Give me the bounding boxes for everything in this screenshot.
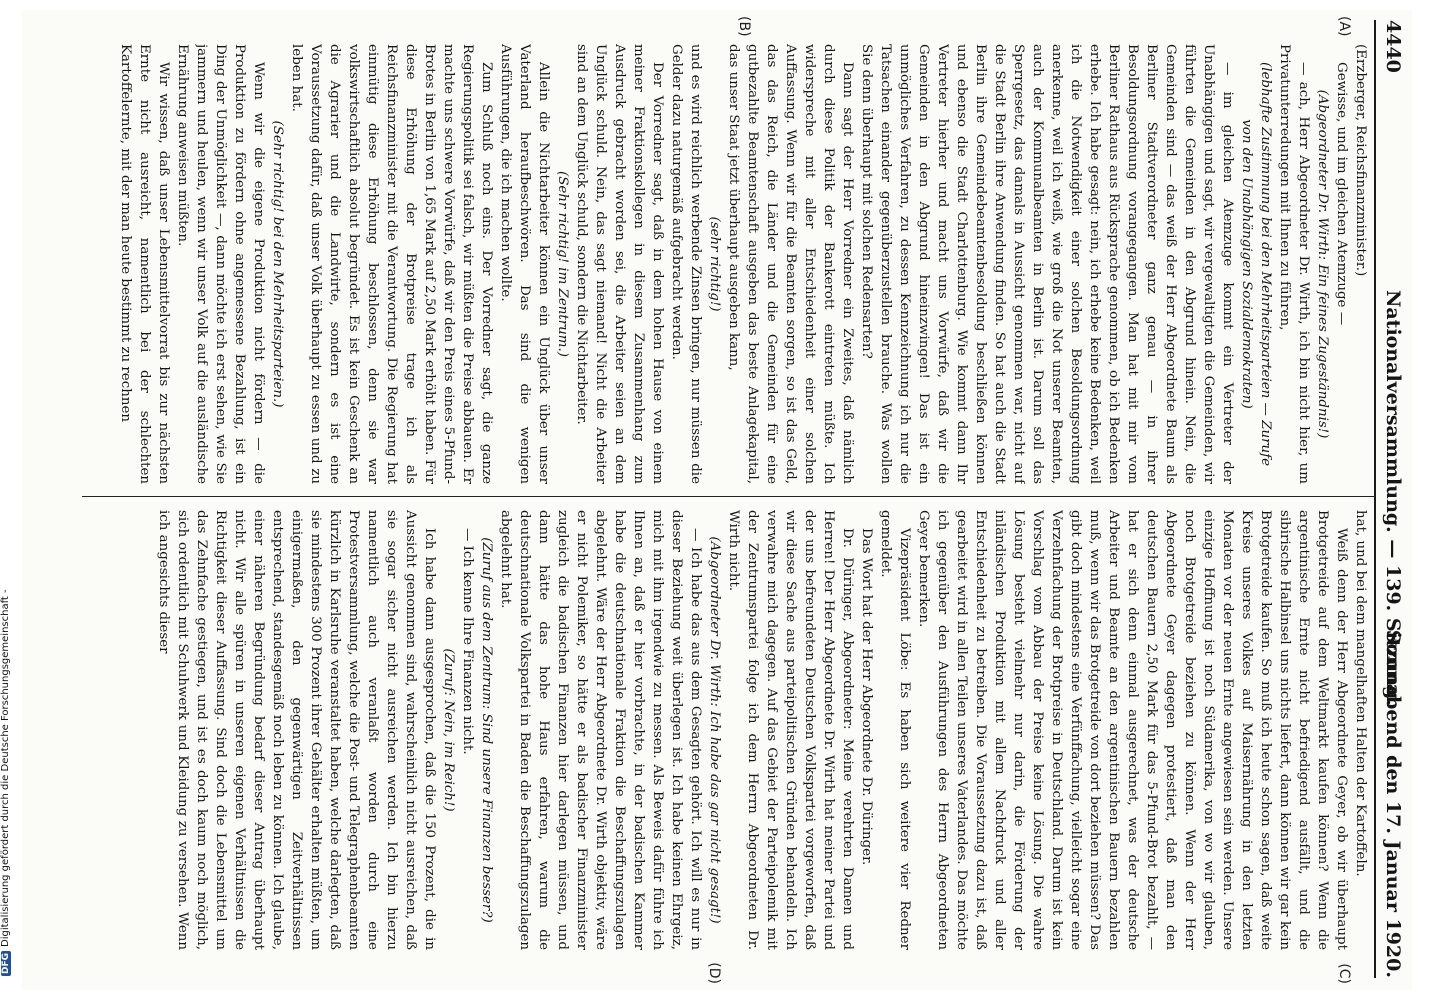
paragraph: Der Vorredner sagt, daß in dem hohen Hause von einem meiner Fraktionskollegen in diesem Zusammenhang zum Ausdruck gebracht worden sei, die Arbeiter seien an dem Unglück schuld. Nein, das sagt niemand! Nicht die Arbeiter sind an dem Unglück schuld, sondern die Nichtarbeiter. xyxy=(574,44,665,484)
page-number: 4440 xyxy=(1382,20,1404,73)
speaker-heading: Vizepräsident Löbe: Es haben sich weitere vier Redner gemeldet. xyxy=(878,510,912,950)
paragraph: Das Wort hat der Herr Abgeordnete Dr. Düringer. xyxy=(859,528,874,866)
paragraph: — Ich kenne Ihre Finanzen nicht. xyxy=(460,528,475,755)
margin-mark-b: (B) xyxy=(736,16,752,37)
session-date: Sonnabend den 17. Januar 1920. xyxy=(1382,629,1404,978)
interjection: (Sehr richtig! bei den Mehrheitsparteien.) xyxy=(270,120,285,408)
interjection: (lebhafte Zustimmung bei den Mehrheitsparteien — Zurufe von den Unabhängigen Sozialdemokraten) xyxy=(1239,61,1273,467)
paragraph: Zum Schluß noch eins. Der Vorredner sagt, die ganze Regierungspolitik sei falsch, wir müßten die Preise abbauen. Er machte uns schwere Vorwürfe, daß wir den Preis eines 5-Pfund-Brotes in Berlin von 1,65 Mark auf 2,50 Mark erhöht haben. Für diese Erhöhung der Brotpreise trage ich als Reichsfinanzminister mit die Verantwortung. Die Regierung hat einmütig diese Erhöhung beschlossen, denn sie war volkswirtschaftlich absolut begründet. Es ist kein Geschenk an die Agrarier und die Landwirte, sondern es ist eine Voraussetzung dafür, daß unser Volk überhaupt zu essen und zu leben hat. xyxy=(289,44,494,484)
credit-text: Digitalisierung gefördert durch die Deutsche Forschungsgemeinschaft - xyxy=(0,589,11,947)
paragraph: — im gleichen Atemzuge kommt ein Vertreter der Unabhängigen und sagt, wir vergewaltigten die Gemeinden, wir führten die Gemeinden in den Abgrund hinein. Nein, die Gemeinden sind — das weiß der Herr Abgeordnete Baum als Berliner Stadtverordneter ganz genau — in ihrer Besoldungsordnung vorangegangen. Man hat mit mir vom Berliner Rathaus aus Rücksprache genommen, ob ich Bedenken erhebe. Ich habe gesagt: nein, ich erhebe keine Bedenken, weil ich die Notwendigkeit einer solchen Besoldungsordnung anerkenne, weil ich weiß, wie groß die Not unserer Beamten, auch der Kommunalbeamten in Berlin ist. Darum soll das Sperrgesetz, das damals in Aussicht genommen war, nicht auf die Stadt Berlin ihre Anwendung finden. So hat auch die Stadt Berlin ihre Gemeindebeamtenbesoldung beschließen können und ebenso die Stadt Charlottenburg. Wie kommt dann Ihr Vertreter hierher und macht uns Vorwürfe, daß wir die Gemeinden in den Abgrund hineinzwingen! Das ist ein unmögliches Verfahren, zu dessen Kennzeichnung ich nur die Tatsachen einander gegenüberzustellen brauche. Was wollen Sie denn überhaupt mit solchen Redensarten? xyxy=(859,44,1235,484)
speaker-heading: Dr. Düringer, Abgeordneter: Meine verehrten Damen und Herren! Der Herr Abgeordnete Dr. Wirth hat meiner Partei und der uns befreundeten Deutschen Volkspartei vorgeworfen, daß wir diese Sache aus parteipolitischen Gründen behandeln. Ich verwahre mich dagegen. Auf das Gebiet der Parteipolemik mit der Zentrumspartei folge ich dem Herrn Abgeordneten Dr. Wirth nicht. xyxy=(726,510,855,950)
interjection: (Sehr richtig! im Zentrum.) xyxy=(555,171,570,357)
left-column xyxy=(84,44,1370,484)
paragraph: Dann sagt der Herr Vorredner ein Zweites, daß nämlich durch diese Politik der Bankerott eintreten müßte. Ich widerspreche mit aller Entschiedenheit einer solchen Auffassung. Wenn wir für die Beamten sorgen, so ist das Geld, das das Reich, die Länder und die Gemeinden für eine gutbezahlte Beamtenschaft ausgeben das beste Anlagekapital, das unser Staat jetzt überhaupt ausgeben kann, xyxy=(726,44,855,484)
dfg-logo: DFG xyxy=(1,952,11,974)
interjection: (sehr richtig!) xyxy=(707,216,722,312)
paragraph: Ich habe dann ausgesprochen, daß die 150 Prozent, die in Aussicht genommen sind, wahrscheinlich nicht ausreichen, daß sie sogar sicher nicht ausreichen werden. Ich bin hierzu namentlich auch veranlaßt worden durch eine Protestversammlung, welche die Post- und Telegraphenbeamten kürzlich in Karlsruhe veranstaltet haben, welche darlegten, daß sie mindestens 300 Prozent ihrer Gehälter erhalten müßten, um einigermaßen, den gegenwärtigen Zeitverhältnissen entsprechend, standesgemäß noch leben zu können. Ich glaube, einer näheren Begründung bedarf dieser Antrag überhaupt nicht. Wir alle spüren in unseren eigenen Verhältnissen die Richtigkeit dieser Auffassung. Sind doch die Lebensmittel um das Zehnfache gestiegen, und ist es doch kaum noch möglich, sich ordentlich mit Schuhwerk und Kleidung zu versehen. Wenn ich angesichts dieser xyxy=(156,510,437,950)
paragraph: und es wird reichlich werbende Zinsen bringen, nur müssen die Gelder dazu naturgemäß aufgebracht werden. xyxy=(669,44,703,484)
paragraph: Weiß denn der Herr Abgeordnete Geyer, ob wir überhaupt Brotgetreide auf dem Weltmarkt kaufen können? Wenn die argentinische Ernte nicht befriedigend ausfällt, und die sibirische Halbinsel uns nichts liefert, dann können wir gar kein Brotgetreide kaufen. So muß ich heute schon sagen, daß weite Kreise unseres Volkes auf Maisernährung in den letzten Monaten vor der neuen Ernte angewiesen sein werden. Unsere einzige Hoffnung ist noch Südamerika, von wo wir glauben, noch Brotgetreide beziehen zu können. Wenn der Herr Abgeordnete Geyer dagegen protestiert, daß man den deutschen Bauern 2,50 Mark für das 5-Pfund-Brot bezahlt, — hat er sich denn einmal ausgerechnet, was der deutsche Arbeiter und Beamte an den argentinischen Bauern bezahlen muß, wenn wir das Brotgetreide von dort beziehen müssen? Das gibt doch mindestens eine Verfünffachung, vielleicht sogar eine Verzehnfachung der Brotpreise in Deutschland. Darum ist kein Vorschlag vom Abbau der Preise keine Lösung. Die wahre Lösung besteht vielmehr nur darin, die Förderung der inländischen Produktion mit allem Nachdruck und aller Entschiedenheit zu betreiben. Die Voraussetzung dazu ist, daß gearbeitet wird in allen Teilen unseres Vaterlandes. Das möchte ich gegenüber den Ausführungen des Herrn Abgeordneten Geyer bemerken. xyxy=(916,510,1349,950)
paragraph: — Ich habe das aus dem Gesagten gehört. Ich will es nur in dieser Beziehung weit überlegen ist. Ich habe keinen Ehrgeiz, mich mit ihm irgendwie zu messen. Als Beweis dafür führe ich Ihnen an, daß er hier vorbrachte, in der badischen Kammer habe die deutschnationale Fraktion die Beschaffungszulagen abgelehnt. Wäre der Herr Abgeordnete Dr. Wirth objektiv, wäre er nicht Polemiker, so hätte er als badischer Finanzminister zugleich die badischen Finanzen hier darlegen müssen, und dann hätte das hohe Haus erfahren, warum die deutschnationale Volkspartei in Baden die Beschaffungszulagen abgelehnt hat. xyxy=(498,510,703,950)
interjection: (Abgeordneter Dr. Wirth: Ich habe das gar nicht gesagt!) xyxy=(707,536,722,924)
page-title: Nationalversammlung. — 139. Sitzung. xyxy=(1382,290,1404,706)
paragraph: Wenn wir die eigene Produktion nicht fördern — die Produktion zu fördern ohne angemessene Bezahlung, ist ein Ding der Unmöglichkeit —, dann möchte ich erst sehen, wie Sie jammern und heulen, wenn wir unser Volk auf die ausländische Ernährung anweisen müßten. xyxy=(175,44,266,484)
margin-mark-d: (D) xyxy=(706,962,722,984)
paragraph: hat, und bei dem mangelhaften Halten der Kartoffeln. xyxy=(1353,510,1368,877)
digitization-credit xyxy=(0,0,18,980)
header-rule xyxy=(1374,20,1376,978)
margin-mark-a: (A) xyxy=(1336,16,1352,37)
page-header xyxy=(1378,20,1406,978)
paragraph: — ach, Herr Abgeordneter Dr. Wirth, ich bin nicht hier, um Privatunterredungen mit Ihnen zu führen, xyxy=(1277,44,1311,484)
right-column xyxy=(84,510,1370,950)
paragraph: Allein die Nichtarbeiter können ein Unglück über unser Vaterland heraufbeschwören. Das sind die wenigen Ausführungen, die ich machen wollte. xyxy=(498,44,551,484)
scanned-page xyxy=(22,10,1412,990)
margin-mark-c: (C) xyxy=(1336,963,1352,984)
paragraph: Gewisse, und im gleichen Atemzuge — xyxy=(1334,62,1349,326)
interjection: (Abgeordneter Dr. Wirth: Ein feines Zugeständnis!) xyxy=(1315,89,1330,439)
speaker-heading: (Erzberger, Reichsfinanzminister.) xyxy=(1353,44,1368,277)
interjection: (Zuruf: Nein, im Reich!) xyxy=(441,648,456,812)
column-divider xyxy=(82,496,1376,497)
paragraph: Wir wissen, daß unser Lebensmittelvorrat bis zur nächsten Ernte nicht ausreicht, namentlich bei der schlechten Kartoffelernte, mit der man heute bestimmt zu rechnen xyxy=(118,44,171,484)
interjection: (Zuruf aus dem Zentrum: Sind unsere Finanzen besser?) xyxy=(479,537,494,923)
